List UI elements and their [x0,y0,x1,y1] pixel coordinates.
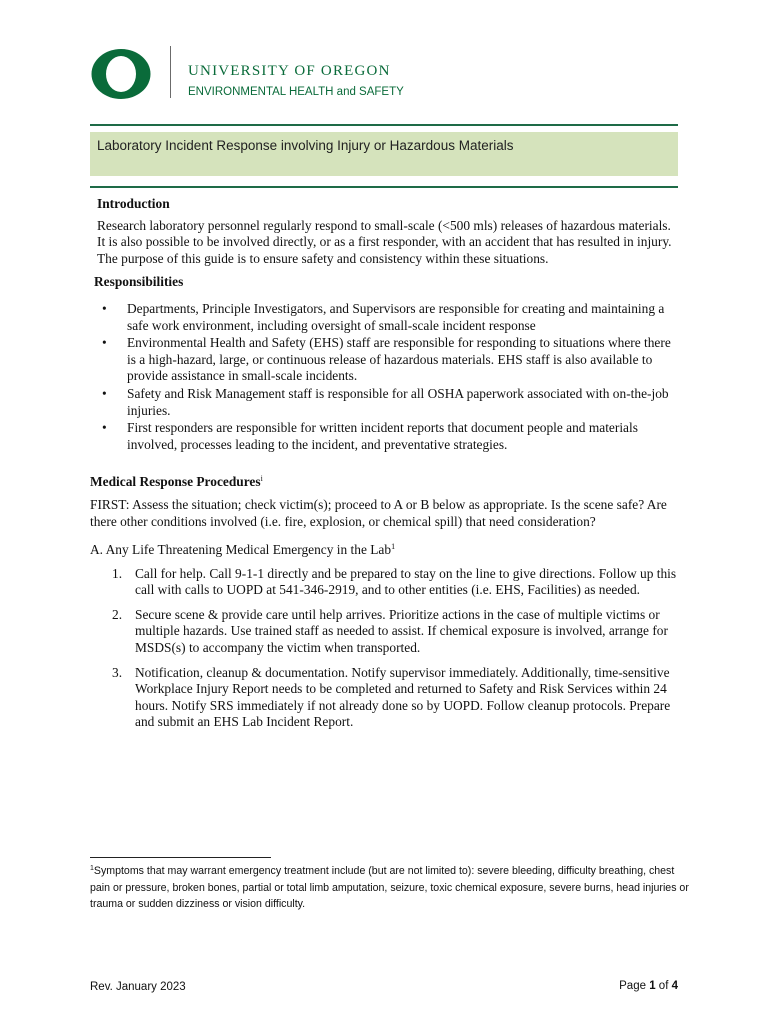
list-item: 3. Notification, cleanup & documentation. Notify supervisor immediately. Additionally, time-sensitive Workplace Injury Report needs to be completed and returned to Safety and Risk Services within 24 hours. Notify SRS immediately if not already done so by UOPD. Follow cleanup protocols. Prepare and submit an EHS Lab Incident Report. [112,664,671,730]
university-o-logo [90,48,152,100]
emergency-steps-list [90,566,680,731]
list-item: • First responders are responsible for written incident reports that document people and materials involved, processes leading to the incident, and preventative strategies. [102,420,638,452]
bullet-icon: • [102,300,107,316]
document-title: Laboratory Incident Response involving Injury or Hazardous Materials [97,138,514,153]
title-banner [90,132,678,176]
bullet-icon: • [102,420,107,436]
title-rule-bottom [90,186,678,188]
footnote-marker[interactable]: 1 [391,542,396,552]
bullet-icon: • [102,335,107,351]
list-item: 2. Secure scene & provide care until help arrives. Prioritize actions in the case of multiple victims or multiple hazards. Use trained staff as needed to assist. If chemical exposure is involved, arrange for MSDS(s) to accompany the victim when transported. [112,606,668,656]
bullet-icon: • [102,385,107,401]
revision-date: Rev. January 2023 [90,981,186,993]
list-item: • Safety and Risk Management staff is responsible for all OSHA paperwork associated with on-the-job injuries. [102,385,669,418]
title-rule-top [90,124,678,126]
endnote-marker[interactable]: i [260,474,263,484]
introduction-text: Research laboratory personnel regularly respond to small-scale (<500 mls) releases of hazardous materials. It is also possible to be involved directly, or as a first responder, with an accident that has resulted in injury. The purpose of this guide is to ensure safety and consistency within these situations. [97,217,672,266]
footnote: $^1$Symptoms that may warrant emergency treatment include (but are not limited to): severe bleeding, difficulty breathing, chest pain or pressure, broken bones, partial or total limb amputation, seizure, toxic chemical exposure, severe burns, head injuries or trauma or sudden dizziness or vision difficulty. [90,865,689,910]
department-name: ENVIRONMENTAL HEALTH and SAFETY [188,86,404,98]
medical-procedures-heading: Medical Response Procedures$^i$ [90,474,263,490]
section-a-heading: A. Any Life Threatening Medical Emergency in the Lab$^1$ [90,542,396,558]
introduction-heading: Introduction [97,196,170,211]
list-item: • Environmental Health and Safety (EHS) staff are responsible for responding to situations where there is a high-hazard, large, or continuous release of hazardous materials. EHS staff is also available to provide assistance in small-scale incidents. [102,335,671,384]
university-name: UNIVERSITY OF OREGON [188,63,391,79]
responsibilities-heading: Responsibilities [94,274,184,290]
first-instructions: FIRST: Assess the situation; check victim(s); proceed to A or B below as appropriate. Is the scene safe? Are there other conditions involved (i.e. fire, explosion, or chemical spill) that need consideration? [90,496,667,529]
logo-divider [170,46,171,98]
page-number: Page 1 of 4 [619,980,678,992]
list-item: 1. Call for help. Call 9-1-1 directly and be prepared to stay on the line to give directions. Follow up this call with calls to UOPD at 541-346-2919, and to other entities (i.e. EHS, Facilities) as needed. [112,565,677,598]
responsibilities-list [90,301,680,453]
list-item: • Departments, Principle Investigators, and Supervisors are responsible for creating and maintaining a safe work environment, including oversight of small-scale incident response [102,300,665,333]
footnote-separator [90,857,271,858]
document-body [90,196,680,739]
